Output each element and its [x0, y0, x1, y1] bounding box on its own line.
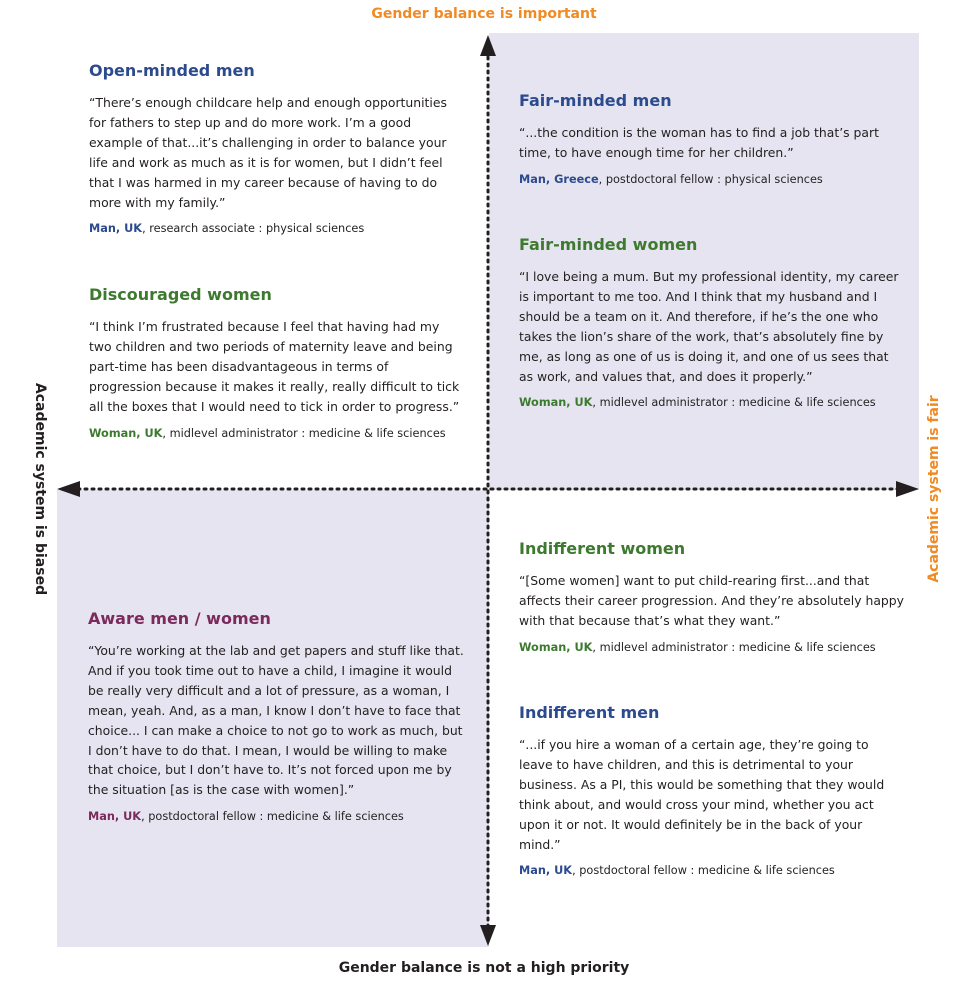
block-title: Discouraged women — [89, 285, 272, 304]
block-attribution — [519, 172, 904, 188]
block-title: Indifferent men — [519, 703, 660, 722]
attribution-role: , research associate : physical sciences — [142, 222, 365, 236]
block-attribution — [519, 863, 904, 879]
attribution-who: Woman, UK — [89, 426, 163, 440]
block-quote: “[Some women] want to put child-rearing first...and that affects their career progression. And they’re absolutely happy with that because that’s what they want.” — [519, 573, 904, 628]
attribution-role: , midlevel administrator : medicine & life sciences — [592, 640, 876, 654]
attribution-who: Man, Greece — [519, 172, 599, 186]
attribution-role: , midlevel administrator : medicine & life sciences — [592, 396, 876, 410]
attribution-who: Woman, UK — [519, 396, 593, 410]
block-quote: “...if you hire a woman of a certain age, they’re going to leave to have children, and this is detrimental to your business. As a PI, this would be something that they would think about, and would cross your mind, whether you act upon it or not. It would definitely be in the back of your mind.” — [519, 737, 885, 852]
block-title: Aware men / women — [88, 609, 271, 628]
open-minded-men-block — [89, 61, 461, 237]
attribution-who: Man, UK — [89, 222, 143, 236]
block-title: Fair-minded men — [519, 91, 672, 110]
axis-label-left: Academic system is biased — [32, 382, 48, 596]
attribution-who: Man, UK — [519, 864, 573, 878]
arrow-up-icon — [480, 35, 496, 56]
indifferent-women-block — [519, 539, 904, 656]
discouraged-women-block — [89, 285, 461, 442]
block-attribution — [89, 221, 461, 237]
attribution-role: , midlevel administrator : medicine & life sciences — [162, 426, 446, 440]
block-attribution — [519, 640, 904, 656]
block-attribution — [89, 426, 461, 442]
block-quote: “...the condition is the woman has to find a job that’s part time, to have enough time for her children.” — [519, 125, 879, 160]
axis-label-top: Gender balance is important — [371, 6, 597, 22]
aware-men-women-block — [88, 609, 466, 825]
block-title: Open-minded men — [89, 61, 255, 80]
block-quote: “I think I’m frustrated because I feel that having had my two children and two periods of maternity leave and being part-time has been disadvantageous in terms of progression because it makes it really, really difficult to tick all the boxes that I would need to tick in order to progress.” — [89, 319, 460, 414]
fair-minded-men-block — [519, 91, 904, 188]
block-quote: “There’s enough childcare help and enough opportunities for fathers to step up and do more work. I’m a good example of that...it’s challenging in order to balance your life and work as much as it is for women, but I didn’t feel that I was harmed in my career because of having to do more with my family.” — [89, 95, 447, 210]
indifferent-men-block — [519, 703, 904, 879]
fair-minded-women-block — [519, 235, 904, 411]
attribution-role: , postdoctoral fellow : medicine & life sciences — [141, 810, 404, 824]
block-title: Indifferent women — [519, 539, 686, 558]
attribution-role: , postdoctoral fellow : medicine & life sciences — [572, 864, 835, 878]
block-title: Fair-minded women — [519, 235, 698, 254]
arrow-right-icon — [896, 481, 919, 497]
block-attribution — [519, 395, 904, 411]
attribution-who: Man, UK — [88, 810, 142, 824]
attribution-who: Woman, UK — [519, 640, 593, 654]
block-attribution — [88, 809, 466, 825]
arrow-down-icon — [480, 925, 496, 946]
axis-label-bottom: Gender balance is not a high priority — [338, 960, 630, 976]
block-quote: “I love being a mum. But my professional identity, my career is important to me too. And I think that my husband and I should be a team on it. And therefore, if he’s the one who takes the lion’s share of the work, that’s absolutely fine by me, as long as one of us is doing it, and one of us sees that as work, and values that, and does it properly.” — [519, 269, 899, 384]
attribution-role: , postdoctoral fellow : physical sciences — [598, 172, 823, 186]
arrow-left-icon — [57, 481, 80, 497]
axis-label-right: Academic system is fair — [926, 395, 942, 583]
block-quote: “You’re working at the lab and get papers and stuff like that. And if you took time out to have a child, I imagine it would be really very difficult and a lot of pressure, as a woman, I mean, yeah. And, as a man, I know I don’t have to face that choice... I can make a choice to not go to work as much, but I don’t have to do that. I mean, I would be willing to make that choice, but I don’t have to. It’s not forced upon me by the situation [as is the case with women].” — [88, 643, 464, 798]
